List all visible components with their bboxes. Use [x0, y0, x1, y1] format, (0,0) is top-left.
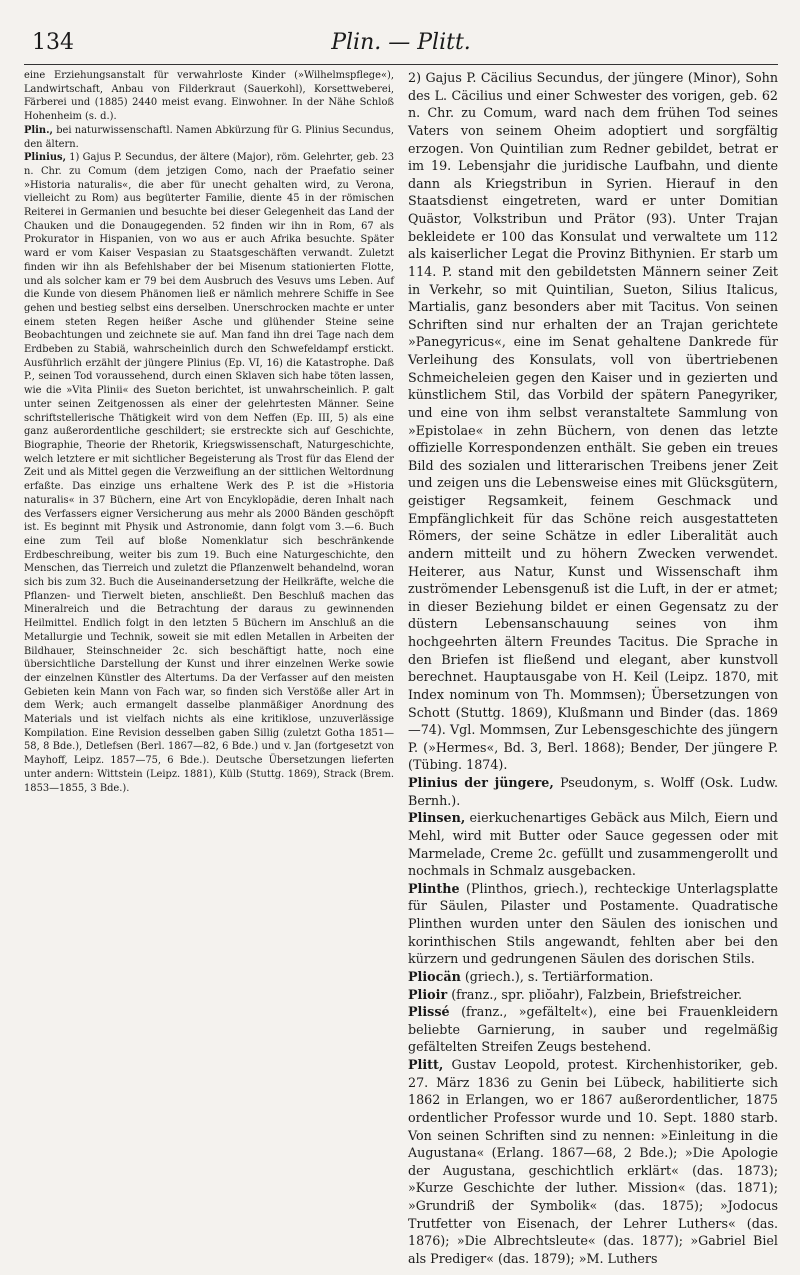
entry: [408, 880, 778, 968]
right-column: [408, 69, 778, 1268]
entry-headword: Pliocän: [408, 968, 461, 984]
entry: [408, 986, 778, 1004]
entry-text: bei naturwissenschaftl. Namen Abkürzung für G. Plinius Secundus, den ältern.: [24, 124, 394, 150]
entry-text: 1) Gajus P. Secundus, der ältere (Major), röm. Gelehrter, geb. 23 n. Chr. zu Comum (dem jetzigen Como, nach der Praefatio seiner »Historia naturalis«, die aber für unecht gehalten wird, zu Verona, vielleicht zu Rom) aus begüterter Familie, diente 45 in der römischen Reiterei in Germanien und besuchte bei dieser Gelegenheit das Land der Chauken und die Donaugegenden. 52 finden wir ihn in Rom, 67 als Prokurator in Hispanien, von wo aus er auch Afrika besuchte. Später ward er vom Kaiser Vespasian zu Staatsgeschäften verwandt. Zuletzt finden wir ihn als Befehlshaber der bei Misenum stationierten Flotte, und als solcher kam er 79 bei dem Ausbruch des Vesuvs ums Leben. Auf die Kunde von diesem Phänomen ließ er nämlich mehrere Schiffe in See gehen und bestieg selbst eins derselben. Unerschrocken machte er unter einem steten Regen heißer Asche und glühender Steine seine Beobachtungen und zeichnete sie auf. Man fand ihn drei Tage nach dem Erdbeben zu Stabiä, wahrscheinlich durch den Schwefeldampf erstickt. Ausführlich erzählt der jüngere Plinius (Ep. VI, 16) die Katastrophe. Daß P., seinen Tod voraussehend, durch einen Sklaven sich habe töten lassen, wie die »Vita Plinii« des Sueton berichtet, ist unwahrscheinlich. P. galt unter seinen Zeitgenossen als einer der gelehrtesten Männer. Seine schriftstellerische Thätigkeit wird von dem Neffen (Ep. III, 5) als eine ganz außerordentliche geschildert; sie erstreckte sich auf Geschichte, Biographie, Theorie der Rhetorik, Kriegswissenschaft, Naturgeschichte, welch letztere er mit sichtlicher Begeisterung als Trost für das Elend der Zeit und als Mittel gegen die Verzweiflung an der sittlichen Weltordnung erfaßte. Das einzige uns erhaltene Werk des P. ist die »Historia naturalis« in 37 Büchern, eine Art von Encyklopädie, deren Inhalt nach des Verfassers eigner Versicherung aus mehr als 2000 Bänden geschöpft ist. Es beginnt mit Physik und Astronomie, dann folgt vom 3.—6. Buch eine zum Teil auf bloße Nomenklatur sich beschränkende Erdbeschreibung, weiter bis zum 19. Buch eine Naturgeschichte, den Menschen, das Tierreich und zuletzt die Pflanzenwelt behandelnd, woran sich bis zum 32. Buch die Auseinandersetzung der Heilkräfte, welche die Pflanzen- und Tierwelt bieten, anschließt. Den Beschluß machen das Mineralreich und die Betrachtung der daraus zu gewinnenden Heilmittel. Endlich folgt in den letzten 5 Büchern im Anschluß an die Metallurgie und Technik, soweit sie mit edlen Metallen in Arbeiten der Bildhauer, Steinschneider 2c. sich beschäftigt hatte, noch eine übersichtliche Darstellung der Kunst und ihrer einzelnen Werke sowie der einzelnen Künstler des Altertums. Da der Verfasser auf den meisten Gebieten kein Mann von Fach war, so finden sich Verstöße aller Art in dem Werk; auch ermangelt dasselbe planmäßiger Anordnung des Materials und ist vielfach nichts als eine kritiklose, unzuverlässige Kompilation. Eine Revision desselben gaben Sillig (zuletzt Gotha 1851—58, 8 Bde.), Detlefsen (Berl. 1867—82, 6 Bde.) und v. Jan (fortgesetzt von Mayhoff, Leipz. 1857—75, 6 Bde.). Deutsche Übersetzungen lieferten unter andern: Wittstein (Leipz. 1881), Külb (Stuttg. 1869), Strack (Brem. 1853—1855, 3 Bde.).: [24, 152, 394, 794]
entry-headword: Plinsen,: [408, 810, 466, 826]
entry-text: (franz., »gefältelt«), eine bei Frauenkleidern beliebte Garnierung, in sauber und regelmäßig gefältelten Streifen Zeugs bestehend.: [408, 1004, 778, 1055]
entry: [408, 774, 778, 809]
entry: [408, 1056, 778, 1268]
entry: [24, 151, 394, 795]
entry: [408, 968, 778, 986]
entry: [24, 124, 394, 151]
entry: [408, 1003, 778, 1056]
entry-text: (franz., spr. pliŏahr), Falzbein, Briefstreicher.: [447, 986, 743, 1002]
entry-headword: Plinius der jüngere,: [408, 775, 554, 790]
page-header: [24, 30, 778, 60]
entry-headword: Plin.,: [24, 124, 53, 136]
entry-text: 2) Gajus P. Cäcilius Secundus, der jüngere (Minor), Sohn des L. Cäcilius und einer Schwester des vorigen, geb. 62 n. Chr. zu Comum, ward nach dem frühen Tod seines Vaters von seinem Oheim adoptiert und sorgfältig erzogen. Von Quintilian zum Redner gebildet, betrat er im 19. Lebensjahr die juridische Laufbahn, und diente dann als Kriegstribun in Syrien. Hierauf in den Staatsdienst eingetreten, ward er unter Domitian Quästor, Volkstribun und Prätor (93). Unter Trajan bekleidete er 100 das Konsulat und verwaltete um 112 als kaiserlicher Legat die Provinz Bithynien. Er starb um 114. P. stand mit den gebildetsten Männern seiner Zeit in Verkehr, so mit Quintilian, Sueton, Silius Italicus, Martialis, ganz besonders aber mit Tacitus. Von seinen Schriften sind nur erhalten der an Trajan gerichtete »Panegyricus«, eine im Senat gehaltene Dankrede für Verleihung des Konsulats, voll von übertriebenen Schmeicheleien gegen den Kaiser und in gezierten und künstlichem Stil, das Vorbild der spätern Panegyriker, und eine von ihm selbst veranstaltete Sammlung von »Epistolae« in zehn Büchern, von denen das letzte offizielle Korrespondenzen enthält. Sie geben ein treues Bild des sozialen und litterarischen Treibens jener Zeit und zeigen uns die Lebensweise eines mit Glücksgütern, geistiger Regsamkeit, feinem Geschmack und Empfänglichkeit für das Schöne reich ausgestatteten Römers, der seine Schätze in edler Liberalität auch andern mitteilt und zu höhern Zwecken verwendet. Heiterer, aus Natur, Kunst und Wissenschaft ihm zuströmender Lebensgenuß ist die Luft, in der er atmet; in dieser Beziehung bildet er einen Gegensatz zu der düstern Lebensanschauung seines von ihm hochgeehrten ältern Freundes Tacitus. Die Sprache in den Briefen ist fließend und elegant, aber kunstvoll berechnet. Hauptausgabe von H. Keil (Leipz. 1870, mit Index nominum von Th. Mommsen); Übersetzungen von Schott (Stuttg. 1869), Klußmann und Binder (das. 1869—74). Vgl. Mommsen, Zur Lebensgeschichte des jüngern P. (»Hermes«, Bd. 3, Berl. 1868); Bender, Der jüngere P. (Tübing. 1874).: [408, 70, 778, 773]
entry-text: Pseudonym, s. Wolff (Osk. Ludw. Bernh.).: [408, 775, 778, 808]
entry-headword: Plitt,: [408, 1057, 444, 1072]
entry-headword: Plinthe: [408, 880, 460, 896]
header-rule: [24, 64, 778, 65]
running-head: Plin. — Plitt.: [331, 30, 471, 55]
entry: [408, 69, 778, 774]
text-columns: [24, 69, 778, 1268]
entry-text: eine Erziehungsanstalt für verwahrloste Kinder (»Wilhelmspflege«), Landwirtschaft, Anbau von Filderkraut (Sauerkohl), Korsettweberei, Färberei und (1885) 2440 meist evang. Einwohner. In der Nähe Schloß Hohenheim (s. d.).: [24, 70, 394, 123]
entry-headword: Plioir: [408, 986, 448, 1002]
entry-headword: Plinius,: [24, 152, 67, 164]
left-column: [24, 69, 394, 1268]
entry-text: eierkuchenartiges Gebäck aus Milch, Eiern und Mehl, wird mit Butter oder Sauce gegessen oder mit Marmelade, Creme 2c. gefüllt und zusammengerollt und nochmals in Schmalz ausgebacken.: [408, 810, 778, 879]
entry-text: Gustav Leopold, protest. Kirchenhistoriker, geb. 27. März 1836 zu Genin bei Lübeck, habilitierte sich 1862 in Erlangen, wo er 1867 außerordentlicher, 1875 ordentlicher Professor wurde und 10. Sept. 1880 starb. Von seinen Schriften sind zu nennen: »Einleitung in die Augustana« (Erlang. 1867—68, 2 Bde.); »Die Apologie der Augustana, geschichtlich erklärt« (das. 1873); »Kurze Geschichte der luther. Mission« (das. 1871); »Grundriß der Symbolik« (das. 1875); »Jodocus Trutfetter von Eisenach, der Lehrer Luthers« (das. 1876); »Die Albrechtsleute« (das. 1877); »Gabriel Biel als Prediger« (das. 1879); »M. Luthers: [408, 1057, 778, 1266]
entry-text: (Plinthos, griech.), rechteckige Unterlagsplatte für Säulen, Pilaster und Postamente. Quadratische Plinthen wurden unter den Säulen des ionischen und korinthischen Stils angewandt, fehlten aber bei den kürzern und gedrungenen Säulen des dorischen Stils.: [408, 880, 778, 967]
entry: [24, 69, 394, 124]
entry: [408, 809, 778, 880]
entry-headword: Plissé: [408, 1004, 450, 1020]
page-number: 134: [32, 30, 74, 55]
entry-text: (griech.), s. Tertiärformation.: [460, 968, 654, 984]
